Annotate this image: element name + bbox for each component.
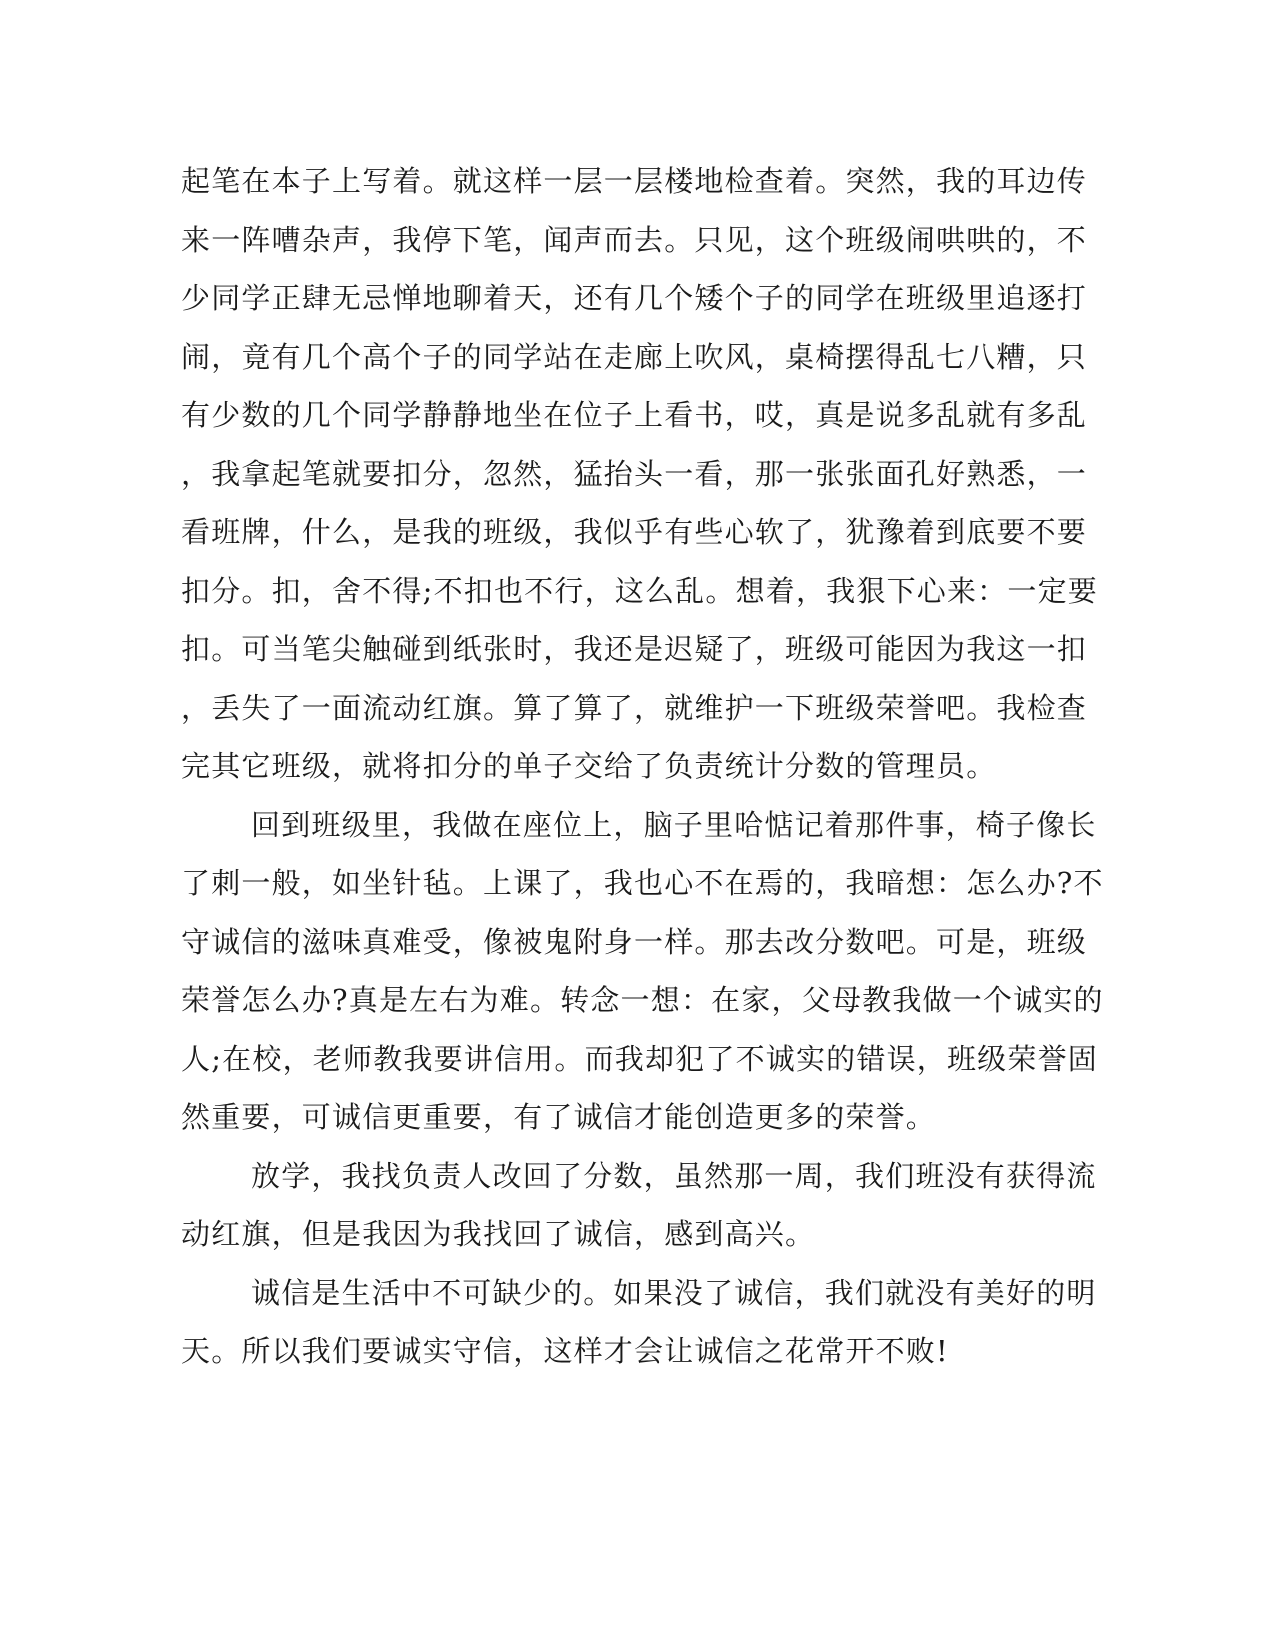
paragraph [181, 796, 1104, 1147]
text-line: 了刺一般，如坐针毡。上课了，我也心不在焉的，我暗想：怎么办?不 [181, 866, 1104, 900]
text-line: 闹，竟有几个高个子的同学站在走廊上吹风，桌椅摆得乱七八糟，只 [181, 339, 1088, 374]
text-line: ，丢失了一面流动红旗。算了算了，就维护一下班级荣誉吧。我检查 [181, 690, 1088, 725]
text-line: 放学，我找负责人改回了分数，虽然那一周，我们班没有获得流 [251, 1158, 1097, 1193]
document-body [181, 152, 1104, 1381]
paragraph [181, 1264, 1097, 1381]
text-line: 诚信是生活中不可缺少的。如果没了诚信，我们就没有美好的明 [251, 1275, 1097, 1310]
text-line: 起笔在本子上写着。就这样一层一层楼地检查着。突然，我的耳边传 [181, 164, 1088, 198]
text-line: 然重要，可诚信更重要，有了诚信才能创造更多的荣誉。 [181, 1100, 937, 1134]
text-line: ，我拿起笔就要扣分，忽然，猛抬头一看，那一张张面孔好熟悉，一 [181, 456, 1088, 491]
text-line: 天。所以我们要诚实守信，这样才会让诚信之花常开不败! [181, 1334, 949, 1368]
text-line: 完其它班级，就将扣分的单子交给了负责统计分数的管理员。 [181, 749, 997, 783]
text-line: 来一阵嘈杂声，我停下笔，闻声而去。只见，这个班级闹哄哄的，不 [181, 222, 1088, 257]
text-line: 动红旗，但是我因为我找回了诚信，感到高兴。 [181, 1217, 816, 1251]
text-line: 守诚信的滋味真难受，像被鬼附身一样。那去改分数吧。可是，班级 [181, 924, 1088, 959]
paragraph [181, 1147, 1097, 1264]
text-line: 人;在校，老师教我要讲信用。而我却犯了不诚实的错误，班级荣誉固 [181, 1041, 1098, 1076]
text-line: 少同学正肆无忌惮地聊着天，还有几个矮个子的同学在班级里追逐打 [181, 281, 1088, 315]
text-line: 有少数的几个同学静静地坐在位子上看书，哎，真是说多乱就有多乱 [181, 398, 1088, 432]
text-line: 看班牌，什么，是我的班级，我似乎有些心软了，犹豫着到底要不要 [181, 515, 1088, 549]
text-line: 扣。可当笔尖触碰到纸张时，我还是迟疑了，班级可能因为我这一扣 [181, 632, 1088, 666]
text-line: 扣分。扣，舍不得;不扣也不行，这么乱。想着，我狠下心来：一定要 [181, 573, 1098, 608]
text-line: 荣誉怎么办?真是左右为难。转念一想：在家，父母教我做一个诚实的 [181, 983, 1104, 1017]
text-line: 回到班级里，我做在座位上，脑子里哈惦记着那件事，椅子像长 [251, 807, 1097, 842]
paragraph [181, 152, 1098, 796]
